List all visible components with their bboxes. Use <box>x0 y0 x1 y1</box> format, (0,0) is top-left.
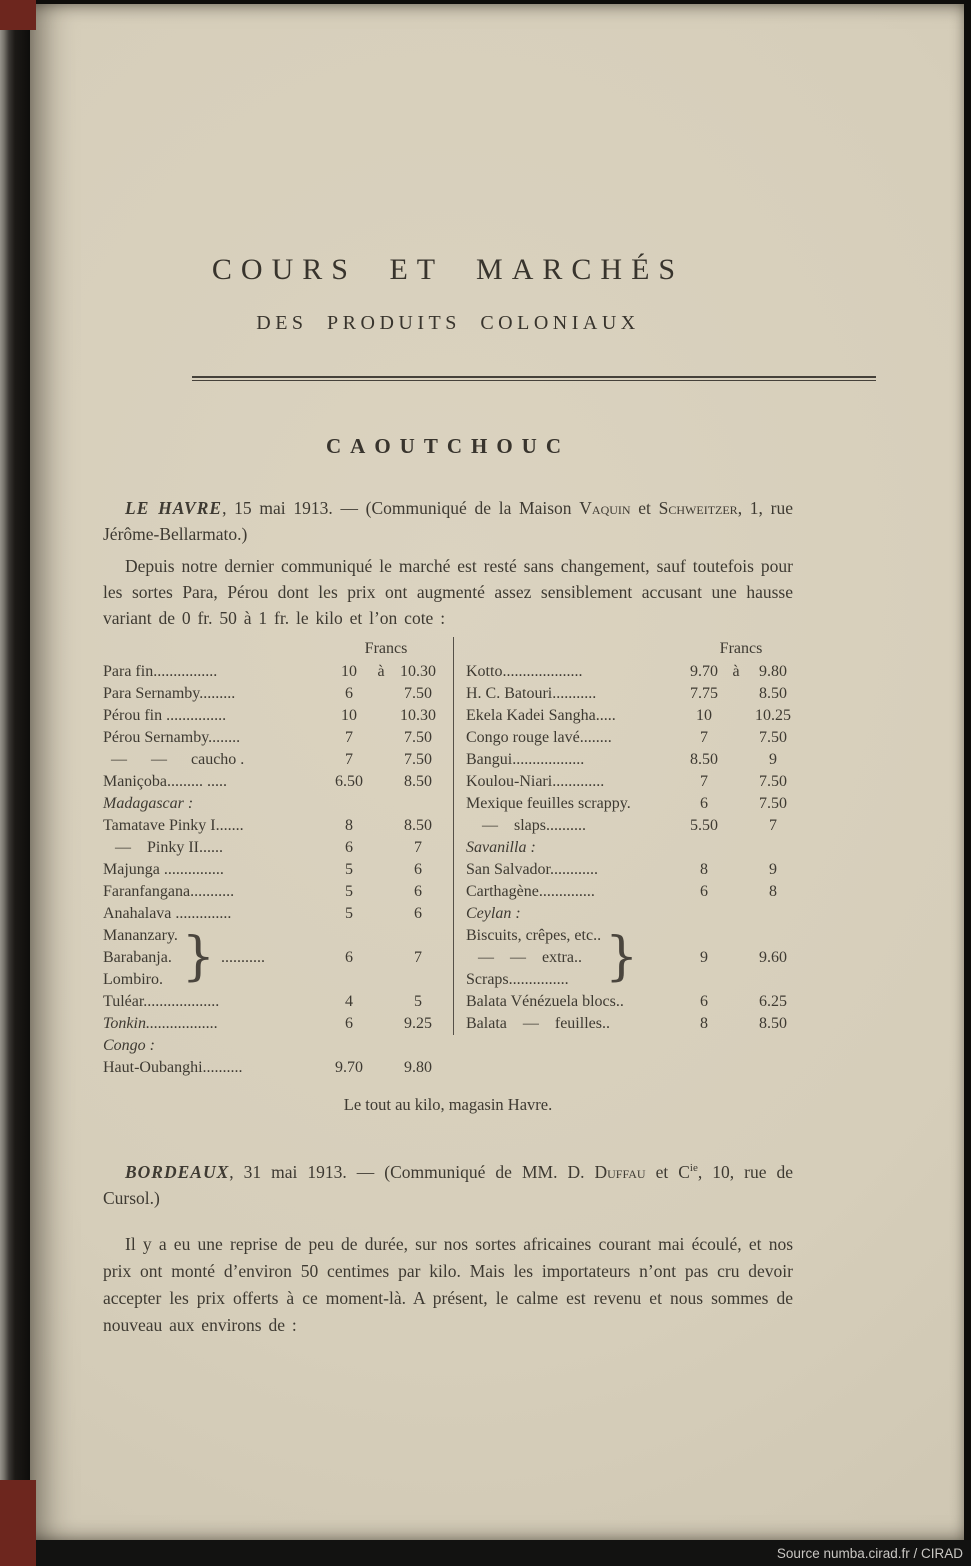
price-connector <box>374 1013 388 1035</box>
price-row <box>466 661 803 683</box>
price-low: 8 <box>700 861 708 878</box>
price-group <box>466 925 803 991</box>
right-rows <box>466 661 803 1035</box>
francs-header-right: Francs <box>719 640 763 657</box>
price-high: 8.50 <box>759 685 787 702</box>
price-low: 6 <box>700 993 708 1010</box>
price-row <box>103 903 448 925</box>
spine-red-bottom <box>0 1480 36 1566</box>
price-connector <box>729 771 743 793</box>
row-label: Tamatave Pinky I....... <box>103 817 244 834</box>
price-row <box>466 881 803 903</box>
text-segment: , 15 mai 1913. — (Communiqué de la Maison <box>222 498 580 518</box>
price-high: 10.30 <box>400 663 436 680</box>
text-segment: , 31 mai 1913. — (Communiqué de MM. D. <box>229 1161 595 1182</box>
table-subheading: Savanilla : <box>466 839 536 856</box>
left-column-header <box>103 637 448 661</box>
francs-header-left: Francs <box>364 640 408 657</box>
price-row <box>103 705 448 727</box>
price-connector <box>374 727 388 749</box>
price-high: 6 <box>414 905 422 922</box>
price-row <box>466 749 803 771</box>
group-prices <box>679 949 803 967</box>
text-segment: Schweitzer <box>658 498 738 518</box>
price-high: 8.50 <box>759 1015 787 1032</box>
price-low: 8 <box>700 1015 708 1032</box>
price-low: 7 <box>345 751 353 768</box>
price-high: 7 <box>769 817 777 834</box>
price-high: 10.25 <box>755 707 791 724</box>
price-low: 9 <box>700 949 708 966</box>
price-row <box>103 837 448 859</box>
price-connector <box>729 991 743 1013</box>
price-high: 5 <box>414 993 422 1010</box>
row-label: San Salvador............ <box>466 861 598 878</box>
price-row <box>466 727 803 749</box>
price-high: 7.50 <box>759 795 787 812</box>
text-segment: et C <box>645 1161 690 1182</box>
row-label: Ekela Kadei Sangha..... <box>466 707 616 724</box>
price-table <box>103 637 803 1079</box>
price-row <box>103 683 448 705</box>
row-label: Koulou-Niari............. <box>466 773 605 790</box>
price-low: 6 <box>345 949 353 966</box>
price-row <box>466 991 803 1013</box>
price-row <box>103 1057 448 1079</box>
page-content <box>28 4 964 1540</box>
source-bar <box>0 1540 971 1566</box>
right-column-header <box>466 637 803 661</box>
havre-intro <box>103 495 793 547</box>
price-connector: à <box>377 663 385 680</box>
left-rows <box>103 661 448 1079</box>
text-segment: , 10, rue de Cursol.) <box>103 1161 793 1208</box>
price-row <box>103 661 448 683</box>
price-high: 8.50 <box>404 773 432 790</box>
row-label: — slaps.......... <box>466 817 586 834</box>
price-connector <box>729 793 743 815</box>
price-connector <box>374 771 388 793</box>
table-subheading: Ceylan : <box>466 905 521 922</box>
header-spacer <box>466 637 679 661</box>
price-row <box>466 683 803 705</box>
price-high: 6 <box>414 883 422 900</box>
row-label: Pérou Sernamby........ <box>103 729 241 746</box>
group-label: Biscuits, crêpes, etc.. <box>466 927 602 944</box>
price-row <box>466 815 803 837</box>
price-low: 5 <box>345 883 353 900</box>
price-row <box>466 859 803 881</box>
price-low: 5.50 <box>690 817 718 834</box>
price-high: 9.60 <box>759 949 787 966</box>
price-high: 6.25 <box>759 993 787 1010</box>
price-row <box>103 771 448 793</box>
price-high: 6 <box>414 861 422 878</box>
text-segment: Duffau <box>594 1161 646 1182</box>
price-row <box>466 1013 803 1035</box>
price-row <box>103 881 448 903</box>
table-footnote: Le tout au kilo, magasin Havre. <box>343 1095 553 1114</box>
price-low: 6.50 <box>335 773 363 790</box>
price-connector <box>729 949 743 967</box>
price-connector <box>374 705 388 727</box>
price-connector <box>374 859 388 881</box>
price-low: 10 <box>341 707 357 724</box>
table-subheading: Madagascar : <box>103 795 194 812</box>
text-segment: Vaquin <box>579 498 631 518</box>
paper-sheet <box>28 4 964 1540</box>
row-label: Para fin................ <box>103 663 218 680</box>
price-connector <box>374 815 388 837</box>
spine-red-top <box>0 0 36 30</box>
price-high: 9.25 <box>404 1015 432 1032</box>
row-label: Balata — feuilles.. <box>466 1015 610 1032</box>
text-segment: et <box>630 498 659 518</box>
price-row <box>103 749 448 771</box>
price-connector <box>374 903 388 925</box>
row-label: Faranfangana........... <box>103 883 235 900</box>
price-low: 6 <box>700 795 708 812</box>
row-label: Mexique feuilles scrappy. <box>466 795 631 812</box>
price-low: 7 <box>700 729 708 746</box>
group-label: Mananzary. <box>103 927 178 944</box>
price-row <box>466 771 803 793</box>
price-connector <box>374 1057 388 1079</box>
price-low: 10 <box>696 707 712 724</box>
source-label: Source numba.cirad.fr / CIRAD <box>776 1545 963 1561</box>
price-high: 8 <box>769 883 777 900</box>
price-connector <box>729 749 743 771</box>
price-high: 7 <box>414 949 422 966</box>
table-subheading: Congo : <box>103 1037 155 1054</box>
price-low: 10 <box>341 663 357 680</box>
price-high: 7.50 <box>759 773 787 790</box>
price-low: 9.70 <box>335 1059 363 1076</box>
row-label: Pérou fin ............... <box>103 707 227 724</box>
price-row <box>103 727 448 749</box>
row-label: H. C. Batouri........... <box>466 685 597 702</box>
price-low: 7 <box>345 729 353 746</box>
price-high: 7 <box>414 839 422 856</box>
brace-icon: } <box>605 927 639 987</box>
page-title: COURS ET MARCHÉS <box>211 253 685 286</box>
price-connector <box>729 705 743 727</box>
row-label: Carthagène.............. <box>466 883 595 900</box>
group-label: Barabanja. <box>103 949 172 966</box>
price-row <box>103 815 448 837</box>
row-label: Haut-Oubanghi.......... <box>103 1059 243 1076</box>
price-connector <box>374 837 388 859</box>
group-labels <box>466 925 601 991</box>
row-label: Majunga ............... <box>103 861 224 878</box>
group-label: Scraps............... <box>466 971 569 988</box>
price-low: 5 <box>345 861 353 878</box>
bordeaux-intro <box>103 1155 793 1211</box>
bordeaux-paragraph: Il y a eu une reprise de peu de durée, sur nos sortes africaines courant mai écoulé, et nos prix ont monté d’environ 50 centimes par kilo. Mais les importateurs n’ont pas cru devoir accepter les prix offerts à ce moment-là. A présent, le calme est revenu et nous sommes de nouveau aux environs de : <box>103 1233 793 1335</box>
price-low: 7 <box>700 773 708 790</box>
leader-dots: ........... <box>221 949 266 966</box>
price-group <box>103 925 448 991</box>
section-heading: CAOUTCHOUC <box>325 434 570 458</box>
price-low: 6 <box>700 883 708 900</box>
price-low: 6 <box>345 839 353 856</box>
price-connector <box>374 749 388 771</box>
price-high: 9.80 <box>759 663 787 680</box>
price-connector <box>729 881 743 903</box>
row-label: Bangui.................. <box>466 751 585 768</box>
price-connector <box>374 949 388 967</box>
group-prices <box>324 949 448 967</box>
price-connector: à <box>732 663 740 680</box>
price-low: 8 <box>345 817 353 834</box>
price-connector <box>729 1013 743 1035</box>
row-label: — Pinky II...... <box>103 839 223 856</box>
row-label: Para Sernamby......... <box>103 685 236 702</box>
price-table-right-column <box>453 637 803 1035</box>
price-row <box>466 705 803 727</box>
price-high: 9 <box>769 751 777 768</box>
price-low: 4 <box>345 993 353 1010</box>
text-segment: ie <box>689 1162 698 1174</box>
price-high: 9.80 <box>404 1059 432 1076</box>
havre-paragraph: Depuis notre dernier communiqué le marché est resté sans changement, sauf toutefois pour les sortes Para, Pérou dont les prix ont augmenté assez sensiblement accusant une hausse variant de 0 fr. 50 à 1 fr. le kilo et l’on cote : <box>103 556 793 628</box>
price-row <box>103 859 448 881</box>
row-label: Congo rouge lavé........ <box>466 729 612 746</box>
row-label: Maniçoba......... ..... <box>103 773 227 790</box>
price-low: 7.75 <box>690 685 718 702</box>
row-label: Balata Vénézuela blocs.. <box>466 993 624 1010</box>
price-high: 7.50 <box>404 685 432 702</box>
price-connector <box>729 815 743 837</box>
book-spine <box>0 0 30 1566</box>
price-connector <box>729 727 743 749</box>
price-connector <box>374 991 388 1013</box>
price-high: 9 <box>769 861 777 878</box>
price-row <box>103 1013 448 1035</box>
row-label: Tonkin.................. <box>103 1015 218 1032</box>
group-label: Lombiro. <box>103 971 163 988</box>
price-high: 7.50 <box>404 729 432 746</box>
price-low: 6 <box>345 1015 353 1032</box>
price-connector <box>729 859 743 881</box>
text-segment: BORDEAUX <box>125 1161 230 1182</box>
price-connector <box>374 683 388 705</box>
header-spacer <box>103 637 324 661</box>
price-row <box>103 991 448 1013</box>
text-segment: LE HAVRE <box>125 498 223 518</box>
price-high: 7.50 <box>759 729 787 746</box>
price-low: 5 <box>345 905 353 922</box>
double-rule-divider <box>192 376 876 381</box>
price-high: 8.50 <box>404 817 432 834</box>
price-connector <box>374 881 388 903</box>
row-label: Tuléar................... <box>103 993 220 1010</box>
price-low: 8.50 <box>690 751 718 768</box>
price-high: 7.50 <box>404 751 432 768</box>
group-label: — — extra.. <box>466 949 582 966</box>
price-high: 10.30 <box>400 707 436 724</box>
text-segment: , 1, rue Jérôme-Bellarmato.) <box>103 498 793 544</box>
page-subtitle: DES PRODUITS COLONIAUX <box>256 312 640 334</box>
group-labels <box>103 925 178 991</box>
row-label: Anahalava .............. <box>103 905 232 922</box>
price-low: 9.70 <box>690 663 718 680</box>
brace-icon: } <box>181 927 216 987</box>
price-row <box>466 793 803 815</box>
row-label: Kotto.................... <box>466 663 583 680</box>
row-label: — — caucho . <box>103 751 245 768</box>
price-connector <box>729 683 743 705</box>
price-low: 6 <box>345 685 353 702</box>
price-table-left-column <box>103 637 453 1079</box>
